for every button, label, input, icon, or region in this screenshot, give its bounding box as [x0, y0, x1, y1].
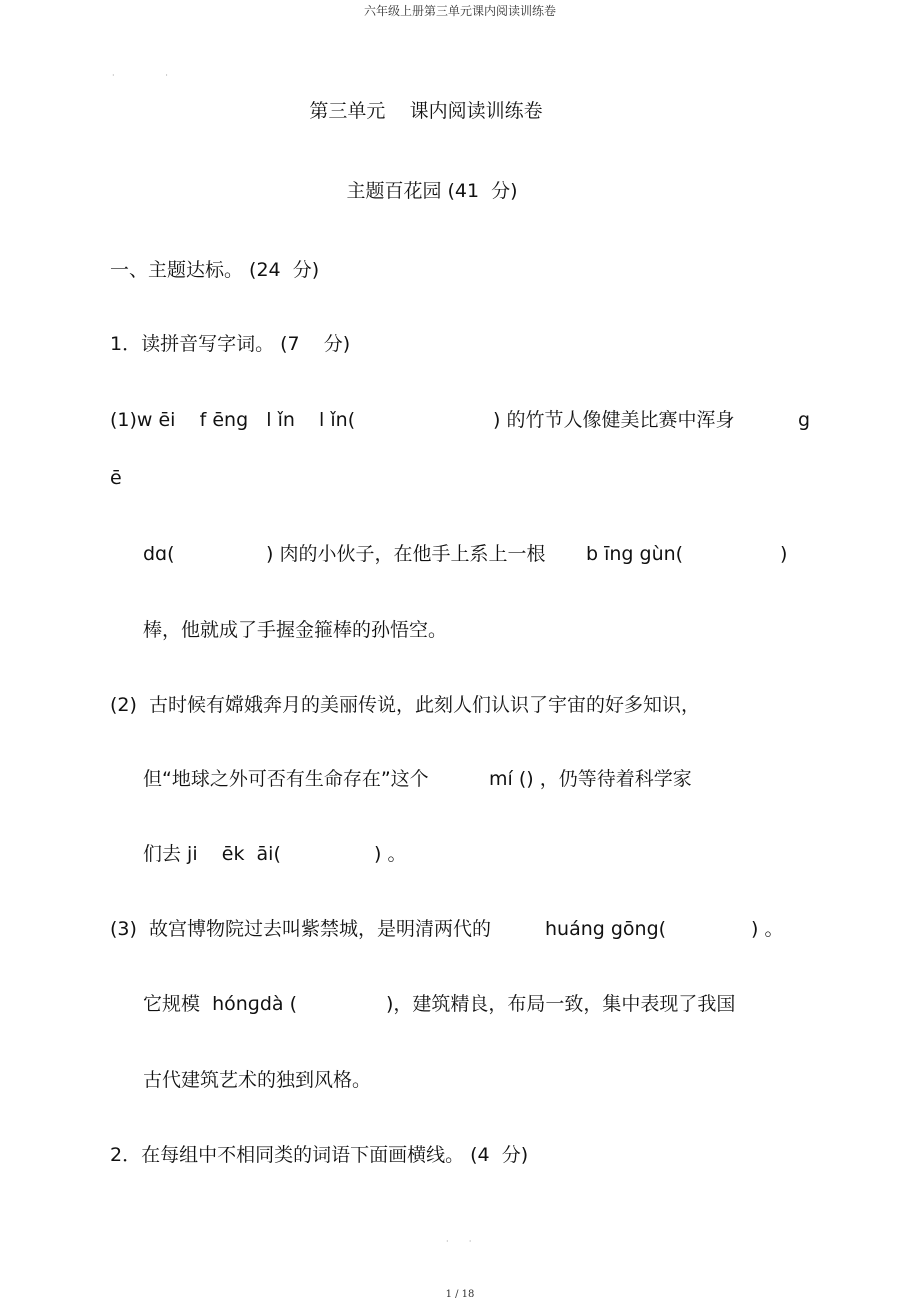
scan-mark: · ·: [446, 1237, 472, 1246]
q1-p3-pinyin: huáng gōng(: [545, 918, 667, 940]
q1-p3-text-3: 古代建筑艺术的独到风格。: [143, 1069, 372, 1091]
q1-p3-text-2: )，建筑精良，布局一致，集中表现了我国: [386, 993, 736, 1015]
q1-p1-pinyin: (1)w ēi f ēng l ǐn l ǐn(: [110, 409, 356, 431]
q1-p1-paren: ): [780, 543, 788, 565]
section-heading: 一、主题达标。 (24 分): [110, 259, 320, 281]
q1-p1-pinyin-wrap: ē: [110, 467, 122, 489]
q1-p1-text-3: 棒，他就成了手握金箍棒的孙悟空。: [143, 619, 448, 641]
q1-p1-text: ) 的竹节人像健美比赛中浑身: [493, 409, 735, 431]
q1-p1-text-2: ) 肉的小伙子，在他手上系上一根: [266, 543, 546, 565]
q1-p2-text-2: 但“地球之外可否有生命存在”这个: [143, 768, 429, 790]
q1-p2-pinyin: mí () ，仍等待着科学家: [489, 768, 692, 790]
q1-p3-paren: ) 。: [751, 918, 784, 940]
q1-p2-paren: ) 。: [374, 843, 407, 865]
scan-mark: · ·: [112, 71, 168, 80]
page-header: 六年级上册第三单元课内阅读训练卷: [363, 4, 556, 18]
question-1-heading: 1．读拼音写字词。 (7 分): [110, 333, 351, 355]
section-subtitle: 主题百花园 (41 分): [346, 180, 518, 202]
q1-p1-pinyin-tail: g: [798, 409, 811, 431]
q1-p1-pinyin-3: b īng gùn(: [586, 543, 684, 565]
q1-p3-pinyin-2: 它规模 hónɡdà (: [143, 993, 298, 1015]
q1-p2-pinyin-2: 们去 ji ēk āi(: [143, 843, 281, 865]
question-2-heading: 2．在每组中不相同类的词语下面画横线。 (4 分): [110, 1144, 529, 1166]
q1-p3-text: (3) 故宫博物院过去叫紫禁城，是明清两代的: [110, 918, 491, 940]
q1-p1-pinyin-2: dɑ(: [143, 543, 175, 565]
document-title: 第三单元 课内阅读训练卷: [309, 100, 543, 122]
page-number: 1 / 18: [445, 1289, 475, 1300]
q1-p2-text: (2) 古时候有嫦娥奔月的美丽传说，此刻人们认识了宇宙的好多知识，: [110, 694, 700, 716]
